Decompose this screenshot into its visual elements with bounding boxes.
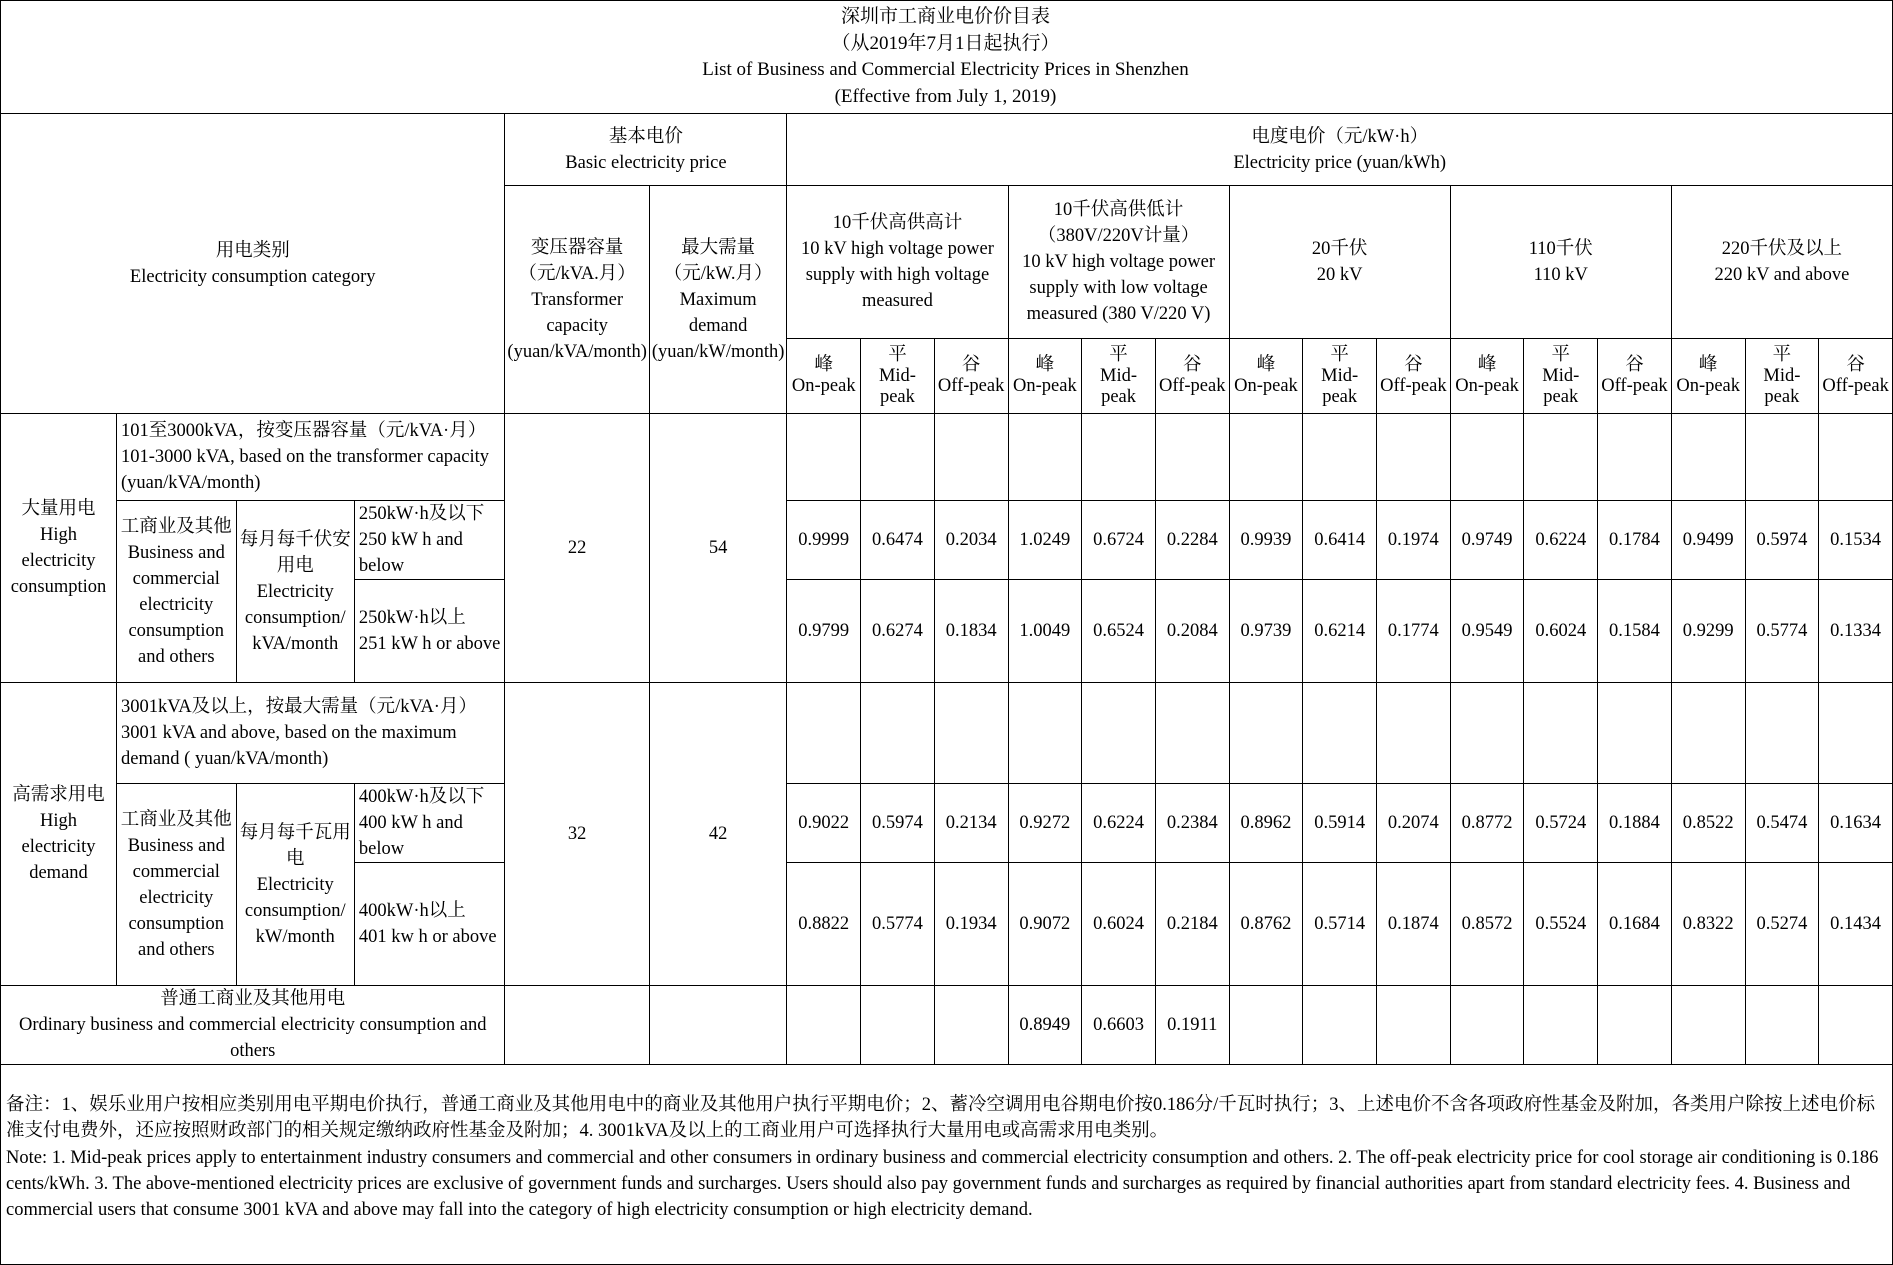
price-cell — [1155, 414, 1229, 501]
price-cell — [1229, 683, 1303, 784]
basic-price-header — [505, 114, 787, 186]
price-cell: 0.1774 — [1377, 580, 1451, 683]
period-cn: 平 — [1109, 344, 1128, 365]
energy-price-cn: 电度电价（元/kW·h） — [1251, 126, 1429, 147]
price-cell — [1524, 683, 1598, 784]
price-cell — [1155, 683, 1229, 784]
period-en: Mid-peak — [1763, 365, 1801, 407]
price-cell — [1524, 986, 1598, 1065]
high-demand-en: High electricity demand — [21, 811, 96, 883]
price-cell: 0.5774 — [1745, 580, 1819, 683]
energy-price-en: Electricity price (yuan/kWh) — [1233, 152, 1447, 173]
period-header-1 — [861, 339, 935, 414]
price-cell: 0.1434 — [1819, 863, 1893, 986]
high-unit-cn: 每月每千瓦用电 — [239, 822, 351, 869]
price-cell — [1745, 986, 1819, 1065]
price-cell: 0.6214 — [1303, 580, 1377, 683]
price-cell: 0.8572 — [1450, 863, 1524, 986]
price-cell — [1671, 683, 1745, 784]
price-cell — [1598, 414, 1672, 501]
price-cell — [1377, 683, 1451, 784]
period-en: Off-peak — [1159, 376, 1226, 396]
price-cell: 0.6474 — [861, 501, 935, 580]
max-demand-header — [649, 186, 787, 414]
period-en: Mid-peak — [1321, 365, 1359, 407]
large-unit-en: Electricity consumption/ kVA/month — [244, 581, 346, 654]
ordinary-label — [1, 986, 505, 1065]
period-cn: 平 — [888, 344, 907, 365]
price-cell: 0.1684 — [1598, 863, 1672, 986]
voltage-group-en: 110 kV — [1533, 265, 1588, 285]
price-cell — [1008, 414, 1082, 501]
large-subcategory — [117, 501, 237, 683]
price-cell: 0.6414 — [1303, 501, 1377, 580]
high-tier-2-cn: 400kW·h以上 — [358, 901, 466, 921]
period-en: On-peak — [1676, 376, 1741, 396]
period-header-2 — [1598, 339, 1672, 414]
price-cell: 0.6274 — [861, 580, 935, 683]
period-cn: 平 — [1772, 344, 1792, 365]
ordinary-transformer-price — [505, 986, 649, 1065]
price-cell — [861, 414, 935, 501]
large-unit-cn: 每月每千伏安用电 — [239, 529, 351, 576]
price-cell — [1745, 683, 1819, 784]
large-consumption-cn: 大量用电 — [21, 499, 96, 519]
price-cell: 0.1534 — [1819, 501, 1893, 580]
period-en: Off-peak — [937, 376, 1005, 396]
large-description — [117, 414, 505, 501]
high-demand-cn: 高需求用电 — [12, 785, 105, 805]
price-cell — [934, 683, 1008, 784]
period-header-0 — [1450, 339, 1524, 414]
price-cell: 0.5714 — [1303, 863, 1377, 986]
voltage-group-en: 220 kV and above — [1714, 265, 1850, 285]
title-date-cn: （从2019年7月1日起执行） — [831, 32, 1060, 54]
price-cell — [1819, 683, 1893, 784]
period-en: On-peak — [791, 376, 856, 396]
price-cell: 0.2084 — [1155, 580, 1229, 683]
transformer-capacity-en: Transformer capacity (yuan/kVA/month) — [507, 289, 647, 362]
period-en: On-peak — [1234, 376, 1298, 396]
price-table — [0, 113, 1893, 1065]
period-en: On-peak — [1455, 376, 1519, 396]
high-subcategory-en: Business and commercial electricity consumption and others — [127, 835, 225, 960]
price-cell: 0.8522 — [1671, 784, 1745, 863]
price-cell — [934, 414, 1008, 501]
document-title — [0, 0, 1891, 113]
price-cell — [1303, 683, 1377, 784]
price-cell: 0.1584 — [1598, 580, 1672, 683]
price-cell: 0.9299 — [1671, 580, 1745, 683]
price-cell — [1671, 986, 1745, 1065]
energy-price-header — [787, 114, 1893, 186]
voltage-group-en: 10 kV high voltage power supply with low voltage measured (380 V/220 V) — [1022, 252, 1215, 324]
large-tier-1-en: 250 kW h and below — [358, 530, 463, 576]
price-cell — [1450, 683, 1524, 784]
price-cell: 0.1834 — [934, 580, 1008, 683]
price-cell — [1082, 683, 1156, 784]
price-cell — [1303, 986, 1377, 1065]
price-cell: 0.6724 — [1082, 501, 1156, 580]
price-cell: 0.8322 — [1671, 863, 1745, 986]
period-cn: 峰 — [814, 355, 833, 375]
period-header-0 — [1671, 339, 1745, 414]
price-cell: 0.5974 — [1745, 501, 1819, 580]
ordinary-label-cn: 普通工商业及其他用电 — [160, 989, 346, 1009]
large-description-cn: 101至3000kVA，按变压器容量（元/kVA·月） — [121, 421, 487, 441]
title-cn: 深圳市工商业电价价目表 — [840, 6, 1050, 27]
voltage-group-cn: 110千伏 — [1528, 239, 1593, 259]
price-cell: 0.9549 — [1450, 580, 1524, 683]
price-cell — [1819, 414, 1893, 501]
price-cell: 0.9999 — [787, 501, 861, 580]
price-cell: 0.2074 — [1377, 784, 1451, 863]
price-cell: 0.9022 — [787, 784, 861, 863]
price-cell: 0.5274 — [1745, 863, 1819, 986]
voltage-group-header-3 — [1450, 186, 1671, 339]
price-cell — [1745, 414, 1819, 501]
price-cell: 0.6224 — [1524, 501, 1598, 580]
price-cell — [787, 683, 861, 784]
price-cell: 0.6224 — [1082, 784, 1156, 863]
price-cell — [1598, 986, 1672, 1065]
voltage-group-header-4 — [1671, 186, 1892, 339]
large-subcategory-en: Business and commercial electricity consumption and others — [127, 542, 225, 667]
price-cell — [861, 683, 935, 784]
voltage-group-en: 10 kV high voltage power supply with high voltage measured — [801, 239, 994, 311]
high-tier-2-label — [354, 863, 505, 986]
period-cn: 峰 — [1256, 355, 1276, 375]
price-cell: 0.1934 — [934, 863, 1008, 986]
price-cell: 0.9739 — [1229, 580, 1303, 683]
price-cell — [1671, 414, 1745, 501]
price-cell: 0.2284 — [1155, 501, 1229, 580]
price-cell: 0.6524 — [1082, 580, 1156, 683]
high-tier-2-en: 401 kw h or above — [358, 927, 497, 947]
price-cell — [1450, 414, 1524, 501]
price-cell: 0.9939 — [1229, 501, 1303, 580]
high-max-demand-price: 42 — [649, 683, 787, 986]
ordinary-max-demand-price — [649, 986, 787, 1065]
price-cell: 0.1974 — [1377, 501, 1451, 580]
high-tier-1-cn: 400kW·h及以下 — [358, 787, 485, 807]
price-cell: 0.6024 — [1524, 580, 1598, 683]
large-consumption-label — [1, 414, 117, 683]
period-cn: 峰 — [1477, 355, 1497, 375]
high-tier-1-label — [354, 784, 505, 863]
period-cn: 谷 — [1404, 355, 1423, 375]
price-cell: 0.2134 — [934, 784, 1008, 863]
high-unit-en: Electricity consumption/ kW/month — [244, 874, 346, 947]
period-en: On-peak — [1013, 376, 1077, 396]
price-cell: 0.5474 — [1745, 784, 1819, 863]
price-cell: 0.1334 — [1819, 580, 1893, 683]
period-header-0 — [1229, 339, 1303, 414]
large-tier-1-cn: 250kW·h及以下 — [358, 504, 485, 524]
price-cell: 0.9272 — [1008, 784, 1082, 863]
period-header-0 — [1008, 339, 1082, 414]
price-cell: 0.6603 — [1082, 986, 1156, 1065]
price-cell: 0.1884 — [1598, 784, 1672, 863]
period-header-2 — [934, 339, 1008, 414]
price-cell: 0.1784 — [1598, 501, 1672, 580]
price-cell: 0.1874 — [1377, 863, 1451, 986]
price-cell: 0.1634 — [1819, 784, 1893, 863]
transformer-capacity-cn: 变压器容量（元/kVA.月） — [518, 237, 636, 284]
price-cell: 0.5974 — [861, 784, 935, 863]
period-cn: 峰 — [1698, 355, 1718, 375]
price-cell: 0.5914 — [1303, 784, 1377, 863]
period-en: Mid-peak — [878, 365, 916, 407]
price-cell: 0.2384 — [1155, 784, 1229, 863]
period-cn: 平 — [1330, 344, 1349, 365]
title-en: List of Business and Commercial Electricity Prices in Shenzhen — [702, 59, 1189, 80]
max-demand-cn: 最大需量（元/kW.月） — [663, 237, 773, 284]
large-subcategory-cn: 工商业及其他 — [120, 516, 232, 537]
large-tier-2-cn: 250kW·h以上 — [358, 608, 466, 628]
price-cell: 0.2034 — [934, 501, 1008, 580]
price-cell — [787, 414, 861, 501]
period-en: Mid-peak — [1542, 365, 1580, 407]
price-cell — [787, 986, 861, 1065]
price-cell — [861, 986, 935, 1065]
price-cell: 0.8962 — [1229, 784, 1303, 863]
voltage-group-cn: 220千伏及以上 — [1721, 239, 1843, 259]
large-tier-1-label — [354, 501, 505, 580]
large-transformer-price: 22 — [505, 414, 649, 683]
max-demand-en: Maximum demand (yuan/kW/month) — [651, 289, 785, 362]
note-en: Note: 1. Mid-peak prices apply to entertainment industry consumers and commercial and other consumers in ordinary business and commercial electricity consumption and others. 2. The off-peak electricity price for cool storage air conditioning is 0.186 cents/kWh. 3. The above-mentioned electricity prices are exclusive of government funds and surcharges. Users should also pay government funds and surcharges as required by financial authorities apart from standard electricity fees. 4. Business and commercial users that consume 3001 kVA and above may fall into the category of high electricity consumption or high electricity demand. — [6, 1148, 1879, 1220]
price-cell — [1377, 414, 1451, 501]
large-tier-2-en: 251 kW h or above — [358, 634, 501, 654]
price-cell: 0.5724 — [1524, 784, 1598, 863]
high-tier-1-en: 400 kW h and below — [358, 813, 463, 859]
price-cell: 0.9072 — [1008, 863, 1082, 986]
price-cell — [1450, 986, 1524, 1065]
high-description — [117, 683, 505, 784]
category-header — [1, 114, 505, 414]
large-description-en: 101-3000 kVA, based on the transformer capacity (yuan/kVA/month) — [121, 447, 490, 493]
price-cell: 0.9799 — [787, 580, 861, 683]
price-cell — [1229, 986, 1303, 1065]
title-date-en: (Effective from July 1, 2019) — [834, 85, 1057, 107]
period-cn: 谷 — [1846, 355, 1865, 375]
price-cell: 1.0049 — [1008, 580, 1082, 683]
period-header-2 — [1377, 339, 1451, 414]
price-cell: 0.5774 — [861, 863, 935, 986]
period-header-1 — [1082, 339, 1156, 414]
price-cell: 0.8822 — [787, 863, 861, 986]
high-demand-label — [1, 683, 117, 986]
note-cn: 备注：1、娱乐业用户按相应类别用电平期电价执行，普通工商业及其他用电中的商业及其他用户执行平期电价；2、蓄冷空调用电谷期电价按0.186分/千瓦时执行；3、上述电价不含各项政府性基金及附加，各类用户除按上述电价标准支付电费外，还应按照财政部门的相关规定缴纳政府性基金及附加；4. 3001kVA及以上的工商业用户可选择执行大量用电或高需求用电类别。 — [6, 1095, 1876, 1141]
period-header-1 — [1524, 339, 1598, 414]
voltage-group-header-2 — [1229, 186, 1450, 339]
price-cell: 0.8949 — [1008, 986, 1082, 1065]
high-subcategory — [117, 784, 237, 986]
price-cell: 0.5524 — [1524, 863, 1598, 986]
voltage-group-header-1 — [1008, 186, 1229, 339]
price-cell: 0.8762 — [1229, 863, 1303, 986]
period-header-2 — [1819, 339, 1893, 414]
period-cn: 谷 — [1625, 355, 1644, 375]
high-description-cn: 3001kVA及以上，按最大需量（元/kVA·月） — [121, 697, 477, 717]
voltage-group-cn: 10千伏高供低计（380V/220V计量） — [1037, 200, 1200, 246]
period-cn: 谷 — [961, 355, 981, 375]
price-cell — [1303, 414, 1377, 501]
price-cell — [1082, 414, 1156, 501]
large-tier-2-label — [354, 580, 505, 683]
high-unit — [236, 784, 354, 986]
price-cell — [1819, 986, 1893, 1065]
category-header-en: Electricity consumption category — [129, 266, 376, 287]
large-max-demand-price: 54 — [649, 414, 787, 683]
period-header-0 — [787, 339, 861, 414]
voltage-group-en: 20 kV — [1316, 265, 1363, 285]
category-header-cn: 用电类别 — [215, 240, 290, 261]
price-cell — [1598, 683, 1672, 784]
price-cell: 0.9749 — [1450, 501, 1524, 580]
high-transformer-price: 32 — [505, 683, 649, 986]
period-en: Off-peak — [1380, 376, 1447, 396]
period-en: Off-peak — [1822, 376, 1889, 396]
ordinary-label-en: Ordinary business and commercial electricity consumption and others — [18, 1015, 487, 1061]
notes-section — [6, 1092, 1886, 1223]
high-subcategory-cn: 工商业及其他 — [120, 809, 232, 830]
period-header-1 — [1303, 339, 1377, 414]
price-cell: 0.8772 — [1450, 784, 1524, 863]
large-unit — [236, 501, 354, 683]
period-header-1 — [1745, 339, 1819, 414]
period-header-2 — [1155, 339, 1229, 414]
period-cn: 平 — [1551, 344, 1571, 365]
voltage-group-header-0 — [787, 186, 1008, 339]
price-cell: 0.6024 — [1082, 863, 1156, 986]
transformer-capacity-header — [505, 186, 649, 414]
price-cell — [1008, 683, 1082, 784]
high-description-en: 3001 kVA and above, based on the maximum demand ( yuan/kVA/month) — [121, 723, 457, 769]
price-cell — [1229, 414, 1303, 501]
period-en: Mid-peak — [1100, 365, 1138, 407]
voltage-group-cn: 10千伏高供高计 — [832, 213, 963, 233]
period-cn: 峰 — [1035, 355, 1055, 375]
price-cell — [934, 986, 1008, 1065]
price-cell: 0.9499 — [1671, 501, 1745, 580]
price-cell: 1.0249 — [1008, 501, 1082, 580]
period-en: Off-peak — [1601, 376, 1668, 396]
price-cell — [1524, 414, 1598, 501]
price-cell: 0.2184 — [1155, 863, 1229, 986]
large-consumption-en: High electricity consumption — [10, 525, 107, 597]
basic-price-en: Basic electricity price — [565, 152, 727, 173]
price-cell: 0.1911 — [1155, 986, 1229, 1065]
price-cell — [1377, 986, 1451, 1065]
voltage-group-cn: 20千伏 — [1311, 239, 1368, 259]
period-cn: 谷 — [1183, 355, 1202, 375]
basic-price-cn: 基本电价 — [608, 126, 683, 147]
